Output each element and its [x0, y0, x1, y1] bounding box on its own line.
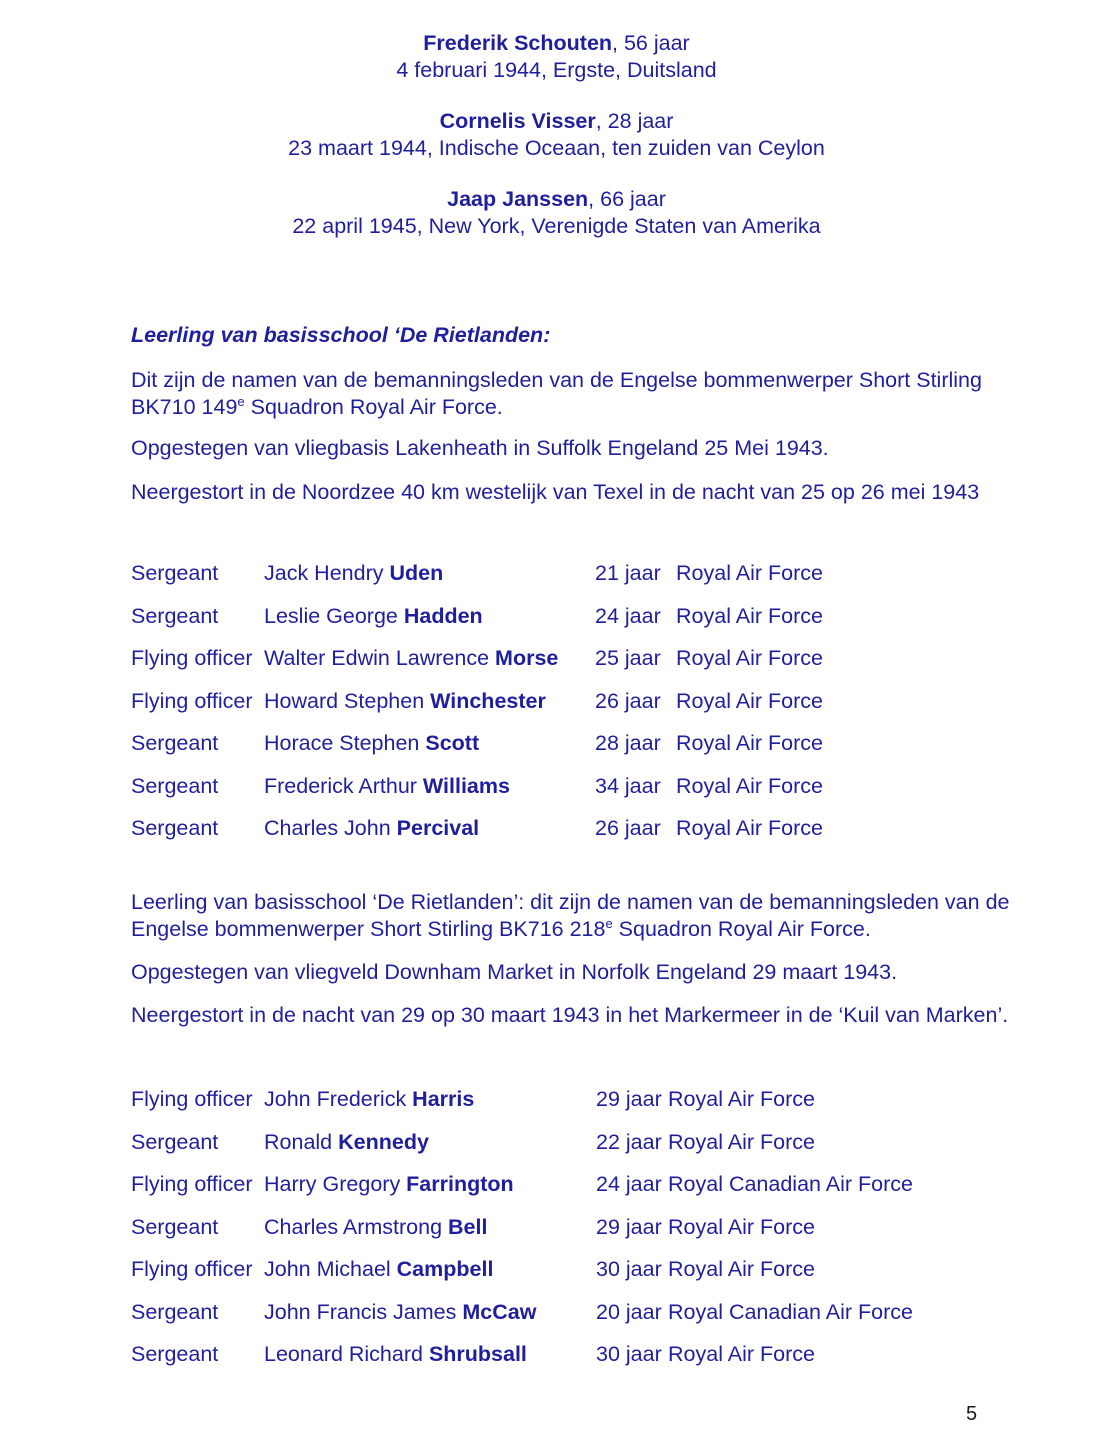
age-cell: 26 jaar [595, 816, 661, 840]
crew-row [131, 773, 1013, 800]
rank-cell: Sergeant [131, 1299, 219, 1324]
age-cell: 24 jaar [596, 1172, 662, 1196]
rank-cell: Flying officer [131, 1087, 253, 1111]
crew-table-bk716 [131, 1086, 1013, 1368]
age-cell: 29 jaar [596, 1087, 662, 1111]
age-cell: 34 jaar [595, 773, 661, 798]
name-cell: Leslie George Hadden [264, 603, 483, 628]
memorial-entry [0, 30, 1113, 84]
surname: Winchester [430, 688, 546, 713]
person-name: Cornelis Visser [439, 109, 596, 133]
force-cell: Royal Air Force [676, 603, 823, 628]
age-cell: 30 jaar [596, 1342, 662, 1366]
force-cell: Royal Air Force [676, 646, 823, 670]
intro-line1: Leerling van basisschool ‘De Rietlanden’: dit zijn de namen van de bemanningsleden van de [131, 890, 1010, 914]
crew-row [131, 560, 1013, 587]
name-cell: Frederick Arthur Williams [264, 773, 510, 798]
name-cell: Ronald Kennedy [264, 1129, 429, 1154]
force-cell: Royal Air Force [676, 561, 823, 585]
age-cell: 22 jaar [596, 1129, 662, 1154]
person-detail: 23 maart 1944, Indische Oceaan, ten zuiden van Ceylon [288, 136, 825, 160]
rank-cell: Sergeant [131, 816, 219, 840]
rank-cell: Flying officer [131, 1172, 253, 1196]
age-cell: 30 jaar [596, 1257, 662, 1281]
section-bk716-takeoff: Opgestegen van vliegveld Downham Market in Norfolk Engeland 29 maart 1943. [131, 960, 898, 984]
name-cell: Charles Armstrong Bell [264, 1214, 488, 1239]
surname: Williams [422, 773, 510, 798]
memorial-entry-line1 [0, 186, 1113, 213]
rank-cell: Sergeant [131, 603, 219, 628]
force-cell: Royal Air Force [668, 1087, 815, 1111]
name-cell: John Francis James McCaw [264, 1299, 537, 1324]
person-detail: 22 april 1945, New York, Verenigde Staten van Amerika [292, 214, 821, 238]
surname: Kennedy [338, 1129, 429, 1154]
force-cell: Royal Air Force [668, 1214, 815, 1239]
crew-row [131, 1171, 1013, 1198]
age-cell: 29 jaar [596, 1214, 662, 1239]
intro-line2: Engelse bommenwerper Short Stirling BK716 218e Squadron Royal Air Force. [131, 915, 871, 941]
crew-table-bk710 [131, 560, 1013, 842]
rank-cell: Sergeant [131, 731, 219, 755]
person-name: Jaap Janssen [447, 187, 589, 211]
crew-row [131, 645, 1013, 672]
force-cell: Royal Air Force [676, 688, 823, 713]
crew-row [131, 1341, 1013, 1368]
section-bk716-intro [131, 889, 1013, 943]
rank-cell: Sergeant [131, 1214, 219, 1239]
memorial-entry-line1 [0, 108, 1113, 135]
age-cell: 28 jaar [595, 731, 661, 755]
surname: Uden [389, 561, 444, 585]
page-number: 5 [966, 1403, 978, 1425]
surname: Scott [425, 731, 480, 755]
crew-row [131, 730, 1013, 757]
crew-row [131, 603, 1013, 630]
crew-row [131, 1214, 1013, 1241]
rank-cell: Flying officer [131, 646, 253, 670]
memorial-header [0, 0, 1113, 240]
force-cell: Royal Canadian Air Force [668, 1172, 913, 1196]
surname: Hadden [403, 603, 483, 628]
rank-cell: Flying officer [131, 688, 253, 713]
person-detail: 4 februari 1944, Ergste, Duitsland [396, 58, 717, 82]
force-cell: Royal Air Force [676, 773, 823, 798]
name-cell: Leonard Richard Shrubsall [264, 1342, 527, 1366]
rank-cell: Sergeant [131, 1129, 219, 1154]
rank-cell: Sergeant [131, 561, 219, 585]
rank-cell: Flying officer [131, 1257, 253, 1281]
crew-row [131, 1299, 1013, 1326]
intro-line2: BK710 149e Squadron Royal Air Force. [131, 393, 503, 419]
force-cell: Royal Air Force [668, 1129, 815, 1154]
surname: Percival [396, 816, 480, 840]
name-cell: Jack Hendry Uden [264, 561, 444, 585]
force-cell: Royal Canadian Air Force [668, 1299, 913, 1324]
surname: Bell [448, 1214, 488, 1239]
memorial-entry [0, 108, 1113, 162]
name-cell: John Michael Campbell [264, 1257, 494, 1281]
person-age: , 56 jaar [612, 31, 690, 55]
crew-row [131, 688, 1013, 715]
force-cell: Royal Air Force [676, 731, 823, 755]
force-cell: Royal Air Force [676, 816, 823, 840]
crew-row [131, 815, 1013, 842]
crew-row [131, 1129, 1013, 1156]
section-bk716-crash: Neergestort in de nacht van 29 op 30 maart 1943 in het Markermeer in de ‘Kuil van Marken’. [131, 1003, 1009, 1027]
name-cell: Howard Stephen Winchester [264, 688, 546, 713]
crew-row [131, 1256, 1013, 1283]
name-cell: John Frederick Harris [264, 1087, 475, 1111]
name-cell: Harry Gregory Farrington [264, 1172, 514, 1196]
name-cell: Charles John Percival [264, 816, 480, 840]
age-cell: 25 jaar [595, 646, 661, 670]
person-age: , 66 jaar [588, 187, 666, 211]
age-cell: 20 jaar [596, 1299, 662, 1324]
rank-cell: Sergeant [131, 773, 219, 798]
superscript-e: e [237, 393, 245, 409]
memorial-entry [0, 186, 1113, 240]
name-cell: Walter Edwin Lawrence Morse [264, 646, 559, 670]
person-name: Frederik Schouten [423, 31, 613, 55]
person-age: , 28 jaar [595, 109, 674, 133]
surname: Harris [412, 1087, 475, 1111]
force-cell: Royal Air Force [668, 1257, 815, 1281]
section-bk710-intro [131, 367, 1013, 421]
main-content [131, 322, 1013, 1368]
surname: Farrington [406, 1172, 514, 1196]
crew-row [131, 1086, 1013, 1113]
age-cell: 26 jaar [595, 688, 661, 713]
superscript-e: e [605, 915, 613, 931]
rank-cell: Sergeant [131, 1342, 219, 1366]
age-cell: 24 jaar [595, 603, 661, 628]
section-bk710-takeoff: Opgestegen van vliegbasis Lakenheath in Suffolk Engeland 25 Mei 1943. [131, 436, 829, 460]
intro-line1: Dit zijn de namen van de bemanningsleden van de Engelse bommenwerper Short Stirling [131, 368, 982, 392]
memorial-entry-line1 [0, 30, 1113, 57]
section-bk710-heading: Leerling van basisschool ‘De Rietlanden: [131, 323, 551, 347]
surname: Morse [495, 646, 559, 670]
name-cell: Horace Stephen Scott [264, 731, 480, 755]
surname: McCaw [462, 1299, 537, 1324]
force-cell: Royal Air Force [668, 1342, 815, 1366]
age-cell: 21 jaar [595, 561, 661, 585]
surname: Campbell [396, 1257, 494, 1281]
section-bk710-crash: Neergestort in de Noordzee 40 km westelijk van Texel in de nacht van 25 op 26 mei 1943 [131, 480, 980, 504]
surname: Shrubsall [428, 1342, 527, 1366]
